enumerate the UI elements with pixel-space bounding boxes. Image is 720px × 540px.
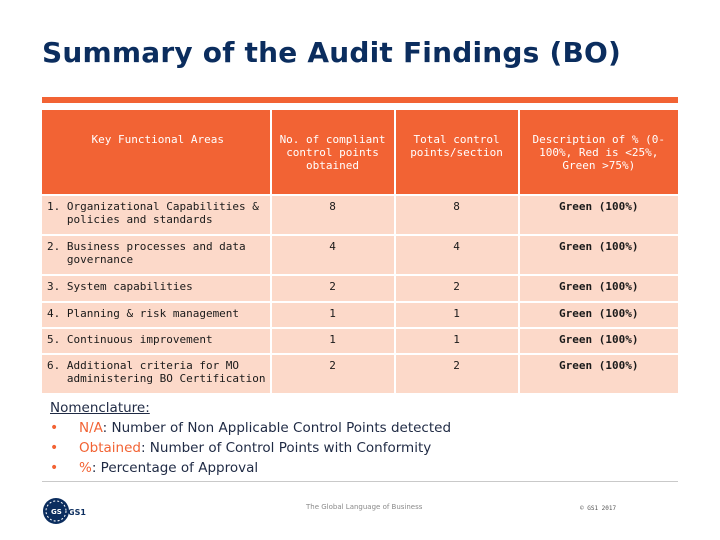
table-row bbox=[42, 196, 678, 236]
footer-copyright: © GS1 2017 bbox=[580, 505, 617, 512]
table-header-row bbox=[42, 110, 678, 196]
list-item bbox=[50, 418, 451, 438]
nomenclature-definition: : Number of Control Points with Conformity bbox=[140, 440, 432, 456]
nomenclature-block bbox=[50, 400, 451, 478]
nomenclature-definition: : Percentage of Approval bbox=[91, 460, 259, 476]
nomenclature-term: % bbox=[79, 460, 92, 476]
area-cell bbox=[42, 303, 270, 329]
description-cell: Green (100%) bbox=[518, 276, 678, 303]
area-cell bbox=[42, 329, 270, 355]
obtained-cell: 2 bbox=[270, 355, 394, 395]
header-description: Description of % (0-100%, Red is <25%, Green >75%) bbox=[518, 110, 678, 196]
logo-text: GS1 bbox=[68, 508, 86, 517]
bullet-icon: • bbox=[50, 420, 59, 436]
header-key-functional-areas: Key Functional Areas bbox=[42, 110, 270, 196]
bullet-icon: • bbox=[50, 460, 59, 476]
list-item bbox=[50, 458, 451, 478]
area-cell bbox=[42, 355, 270, 395]
obtained-cell: 1 bbox=[270, 329, 394, 355]
area-label: 5. Continuous improvement bbox=[47, 333, 213, 346]
table-row bbox=[42, 355, 678, 395]
table-row bbox=[42, 329, 678, 355]
nomenclature-title: Nomenclature: bbox=[50, 400, 150, 416]
nomenclature-definition: : Number of Non Applicable Control Points detected bbox=[102, 420, 452, 436]
area-label: 4. Planning & risk management bbox=[47, 307, 240, 320]
nomenclature-term: Obtained bbox=[79, 440, 141, 456]
nomenclature-list bbox=[50, 418, 451, 478]
title-underline bbox=[42, 97, 678, 103]
header-compliant-points: No. of compliant control points obtained bbox=[270, 110, 394, 196]
list-item bbox=[50, 438, 451, 458]
total-cell: 2 bbox=[394, 276, 518, 303]
total-cell: 1 bbox=[394, 303, 518, 329]
area-label: 6. Additional criteria for MO administering BO Certification bbox=[47, 359, 266, 385]
total-cell: 4 bbox=[394, 236, 518, 276]
obtained-cell: 8 bbox=[270, 196, 394, 236]
slide-title: Summary of the Audit Findings (BO) bbox=[42, 36, 621, 69]
svg-text:GS: GS bbox=[51, 508, 62, 516]
area-label: 1. Organizational Capabilities & policies and standards bbox=[47, 200, 259, 226]
footer-tagline: The Global Language of Business bbox=[306, 503, 423, 511]
description-cell: Green (100%) bbox=[518, 236, 678, 276]
description-cell: Green (100%) bbox=[518, 303, 678, 329]
area-cell bbox=[42, 196, 270, 236]
obtained-cell: 2 bbox=[270, 276, 394, 303]
table-row bbox=[42, 236, 678, 276]
description-cell: Green (100%) bbox=[518, 355, 678, 395]
obtained-cell: 1 bbox=[270, 303, 394, 329]
total-cell: 2 bbox=[394, 355, 518, 395]
description-cell: Green (100%) bbox=[518, 196, 678, 236]
total-cell: 8 bbox=[394, 196, 518, 236]
area-label: 2. Business processes and data governance bbox=[47, 240, 246, 266]
footer-divider bbox=[42, 481, 678, 482]
bullet-icon: • bbox=[50, 440, 59, 456]
header-total-points: Total control points/section bbox=[394, 110, 518, 196]
audit-findings-table bbox=[42, 110, 678, 395]
gs1-logo-icon bbox=[42, 496, 86, 526]
table-row bbox=[42, 303, 678, 329]
nomenclature-term: N/A bbox=[79, 420, 103, 436]
description-cell: Green (100%) bbox=[518, 329, 678, 355]
table-row bbox=[42, 276, 678, 303]
area-label: 3. System capabilities bbox=[47, 280, 193, 293]
area-cell bbox=[42, 276, 270, 303]
total-cell: 1 bbox=[394, 329, 518, 355]
obtained-cell: 4 bbox=[270, 236, 394, 276]
area-cell bbox=[42, 236, 270, 276]
